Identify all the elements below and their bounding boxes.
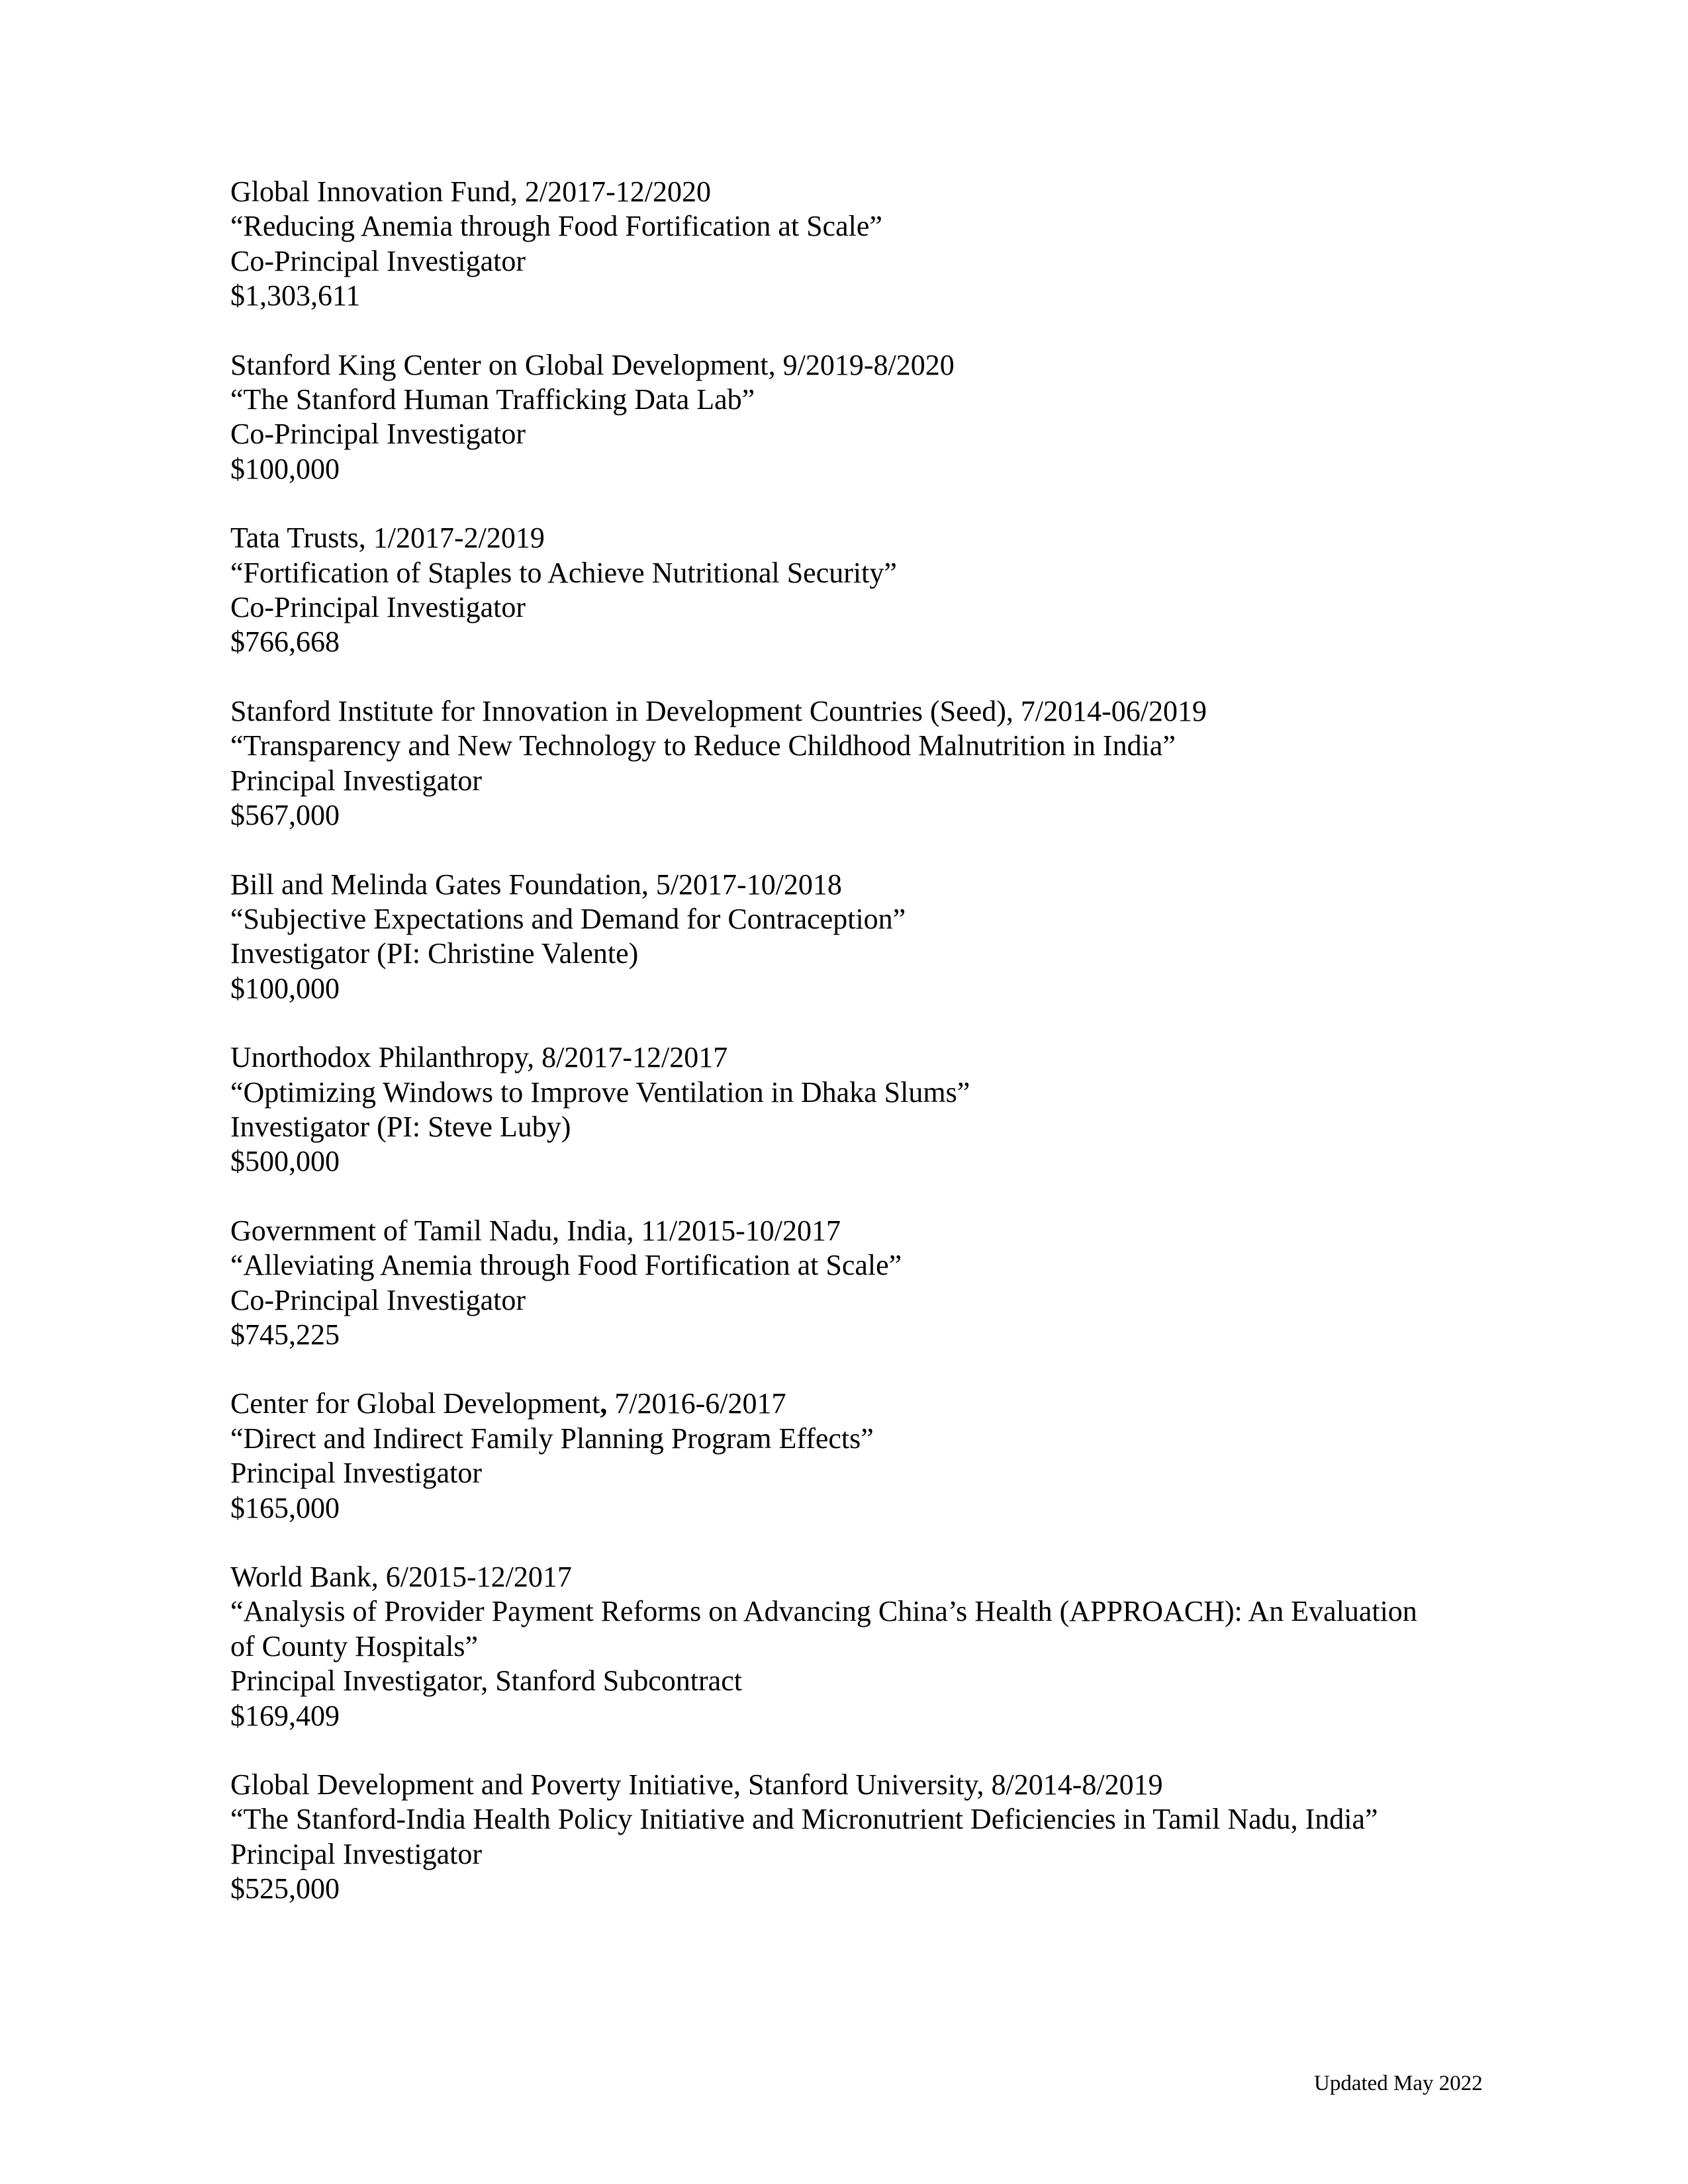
grant-role: Investigator (PI: Steve Luby) xyxy=(230,1110,571,1143)
grant-entry xyxy=(230,694,1488,833)
grant-dates: 1/2017-2/2019 xyxy=(373,522,545,555)
grant-title: “Analysis of Provider Payment Reforms on Advancing China’s Health (APPROACH): An Evaluation xyxy=(230,1595,1417,1628)
grant-role: Co-Principal Investigator xyxy=(230,244,526,277)
grant-sponsor-comma: , xyxy=(600,1387,608,1420)
grant-amount: $766,668 xyxy=(230,625,340,659)
grant-role: Principal Investigator, Stanford Subcontract xyxy=(230,1664,742,1698)
grant-entry xyxy=(230,1768,1488,1907)
grant-title: “Subjective Expectations and Demand for Contraception” xyxy=(230,902,906,935)
grant-entry xyxy=(230,1387,1488,1525)
grant-amount: $525,000 xyxy=(230,1872,340,1905)
grant-sponsor-line: Global Innovation Fund, 2/2017-12/2020 xyxy=(230,175,711,208)
grant-dates: 7/2014-06/2019 xyxy=(1020,694,1207,727)
grant-sponsor-line: Government of Tamil Nadu, India, 11/2015-10/2017 xyxy=(230,1214,841,1247)
grant-title: “The Stanford Human Trafficking Data Lab” xyxy=(230,383,755,416)
grant-dates: 5/2017-10/2018 xyxy=(655,868,842,901)
grant-dates: 9/2019-8/2020 xyxy=(782,348,955,381)
grant-dates: 8/2014-8/2019 xyxy=(991,1768,1163,1801)
grant-amount: $100,000 xyxy=(230,452,340,485)
grant-title: “Direct and Indirect Family Planning Program Effects” xyxy=(230,1422,874,1455)
grant-entry xyxy=(230,868,1488,1007)
grant-amount: $500,000 xyxy=(230,1145,340,1178)
grant-role: Principal Investigator xyxy=(230,1457,483,1490)
grant-role: Principal Investigator xyxy=(230,764,483,797)
grant-dates: 6/2015-12/2017 xyxy=(385,1561,572,1593)
grant-title-continued: of County Hospitals” xyxy=(230,1629,478,1662)
grant-entry xyxy=(230,1040,1488,1179)
grant-amount: $169,409 xyxy=(230,1699,340,1732)
grant-sponsor-line xyxy=(230,1387,1488,1421)
grant-entry xyxy=(230,348,1488,487)
grant-sponsor: World Bank xyxy=(230,1561,371,1593)
grant-role: Co-Principal Investigator xyxy=(230,591,526,624)
grant-title: “Transparency and New Technology to Reduce Childhood Malnutrition in India” xyxy=(230,729,1176,762)
grant-dates: 2/2017-12/2020 xyxy=(524,175,711,208)
grant-entry xyxy=(230,1214,1488,1353)
grant-sponsor-line: Global Development and Poverty Initiative, Stanford University, 8/2014-8/2019 xyxy=(230,1768,1163,1801)
grant-dates: 8/2017-12/2017 xyxy=(541,1041,728,1074)
grant-sponsor-line: Stanford Institute for Innovation in Development Countries (Seed), 7/2014-06/2019 xyxy=(230,694,1207,727)
grant-sponsor: Bill and Melinda Gates Foundation xyxy=(230,868,641,901)
grant-title: “Optimizing Windows to Improve Ventilation in Dhaka Slums” xyxy=(230,1075,970,1109)
grant-role: Investigator (PI: Christine Valente) xyxy=(230,937,639,970)
grant-amount: $745,225 xyxy=(230,1318,340,1351)
grant-sponsor: Center for Global Development xyxy=(230,1387,600,1420)
grant-sponsor-line: Unorthodox Philanthropy, 8/2017-12/2017 xyxy=(230,1041,728,1074)
grant-sponsor-line: Tata Trusts, 1/2017-2/2019 xyxy=(230,522,545,555)
grant-dates: 7/2016-6/2017 xyxy=(614,1387,786,1420)
grant-role: Co-Principal Investigator xyxy=(230,418,526,451)
grants-list xyxy=(230,175,1488,1941)
grant-role: Principal Investigator xyxy=(230,1837,483,1870)
updated-date-footer: Updated May 2022 xyxy=(1314,2071,1483,2095)
grant-sponsor-line: Stanford King Center on Global Development, 9/2019-8/2020 xyxy=(230,348,955,381)
grant-amount: $567,000 xyxy=(230,799,340,832)
grant-entry xyxy=(230,1560,1488,1733)
grant-sponsor: Global Development and Poverty Initiative, Stanford University xyxy=(230,1768,977,1801)
grant-sponsor: Unorthodox Philanthropy xyxy=(230,1041,528,1074)
grant-title: “Fortification of Staples to Achieve Nutritional Security” xyxy=(230,556,897,589)
grant-amount: $1,303,611 xyxy=(230,279,361,312)
grant-role: Co-Principal Investigator xyxy=(230,1283,526,1316)
grant-sponsor: Stanford King Center on Global Development xyxy=(230,348,769,381)
grant-sponsor: Global Innovation Fund xyxy=(230,175,510,208)
grant-title: “Alleviating Anemia through Food Fortification at Scale” xyxy=(230,1249,902,1282)
grant-sponsor-line: World Bank, 6/2015-12/2017 xyxy=(230,1561,572,1593)
grant-sponsor: Stanford Institute for Innovation in Development Countries (Seed) xyxy=(230,694,1006,727)
grant-amount: $100,000 xyxy=(230,972,340,1005)
grant-sponsor: Government of Tamil Nadu, India xyxy=(230,1214,627,1247)
grant-entry xyxy=(230,521,1488,660)
grant-amount: $165,000 xyxy=(230,1491,340,1524)
grant-sponsor-line: Bill and Melinda Gates Foundation, 5/2017-10/2018 xyxy=(230,868,842,901)
grant-entry xyxy=(230,175,1488,314)
grant-dates: 11/2015-10/2017 xyxy=(641,1214,841,1247)
grant-sponsor: Tata Trusts xyxy=(230,522,359,555)
grant-title: “The Stanford-India Health Policy Initiative and Micronutrient Deficiencies in Tamil Nadu, India” xyxy=(230,1803,1378,1836)
grant-title: “Reducing Anemia through Food Fortification at Scale” xyxy=(230,210,882,243)
